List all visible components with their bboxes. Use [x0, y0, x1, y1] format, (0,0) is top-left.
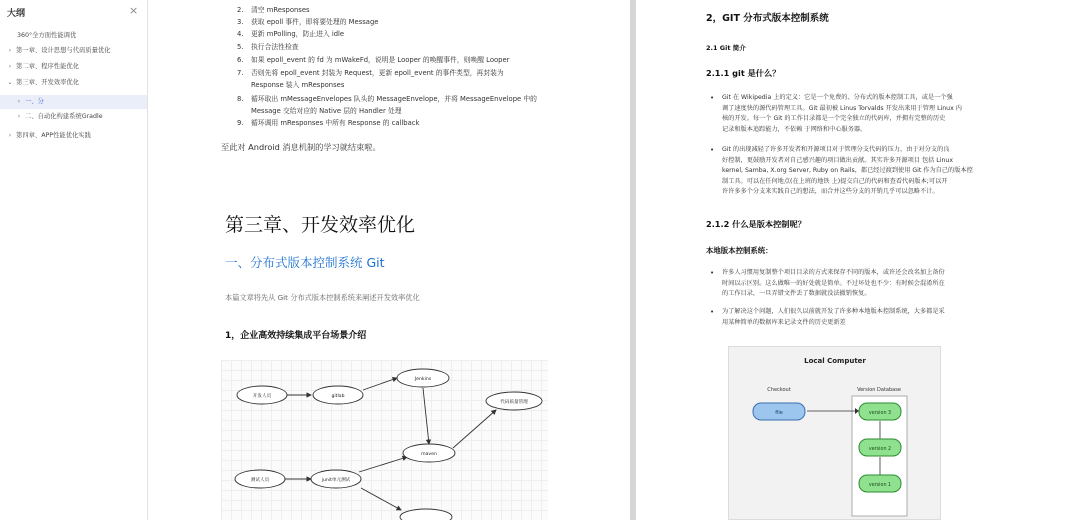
outline-item-section-gradle[interactable]: [0, 110, 147, 124]
list-number: 8.: [237, 95, 244, 103]
node-label: gitlab: [331, 394, 345, 399]
node-label: 代码质量管理: [500, 400, 528, 405]
outline-item-label: 360°全方面性能调优: [17, 32, 77, 39]
list-number: 7.: [237, 69, 244, 77]
chevron-right-icon[interactable]: ›: [8, 63, 12, 70]
outline-item-label: 二、自动化构建系统Gradle: [25, 113, 103, 120]
document-page-right: [636, 0, 1080, 520]
heading-local-vcs: 本地版本控制系统：: [706, 246, 773, 255]
node-label: junit单元测试: [321, 478, 351, 483]
list-text: 如果 epoll_event 的 fd 为 mWakeFd，说明是 Looper 的唤醒事件，则唤醒 Looper: [251, 56, 510, 64]
list-number: 4.: [237, 30, 244, 38]
bullet-line: 调了速度快的源代码管理工具。Git 最初被 Linus Torvalds 开发出来用于管理 Linux 内: [722, 104, 962, 112]
outline-item-section-git[interactable]: [0, 95, 147, 109]
outline-title: 大纲: [7, 9, 26, 19]
section-title-text: 布式版本控制系统 Git: [262, 255, 385, 270]
list-number: 5.: [237, 43, 244, 51]
outline-item-label: 第二章、程序性能优化: [16, 63, 79, 70]
edge-junit-deploy: [361, 488, 401, 510]
node-label: 开发人员: [252, 394, 272, 399]
list-text: Response 装入 mResponses: [251, 81, 345, 89]
subsection-title: 1，企业高效持续集成平台场景介绍: [225, 331, 367, 341]
outline-item-label: 第四章、APP性能优化实践: [16, 132, 91, 139]
list-text: 获取 epoll 事件，即将要处理的 Message: [251, 18, 379, 26]
section-title: [225, 253, 385, 271]
outline-item-chapter-4[interactable]: [0, 129, 147, 143]
chevron-right-icon[interactable]: ›: [17, 113, 21, 120]
node-label: maven: [421, 452, 437, 457]
version-label: version 1: [868, 483, 892, 488]
local-vcs-figure: [728, 346, 941, 520]
outline-item-chapter-1[interactable]: [0, 44, 147, 58]
bullet-line: Git 在 Wikipedia 上的定义：它是一个免费的、分布式的版本控制工具，或是一个强: [722, 94, 953, 101]
outline-sidebar: [0, 0, 148, 520]
list-number: 3.: [237, 18, 244, 26]
list-number: 9.: [237, 119, 244, 127]
edge-junit-maven: [359, 457, 407, 472]
db-label: Version Database: [857, 387, 901, 393]
bullet-line: Git 的出现减轻了许多开发者和开源项目对于管理分支代码的压力，由于对分支的良: [722, 146, 950, 153]
bullet-line: 核的开发。每一个 Git 的工作目录都是一个完全独立的代码库，并拥有完整的历史: [722, 115, 946, 123]
heading-what-is-vcs: 2.1.2 什么是版本控制呢？: [706, 219, 806, 229]
bullet-line: kernel, Samba, X.org Server, Ruby on Rails，都已经过渡到使用 Git 作为自己的版本控: [722, 167, 973, 175]
chevron-down-icon[interactable]: ⌄: [7, 79, 13, 86]
outline-item-label: 一、分: [25, 98, 44, 105]
bullet-icon: •: [710, 269, 715, 277]
bullet-item: [710, 307, 1052, 328]
document-page-left: [148, 0, 630, 520]
outline-item-chapter-2[interactable]: [0, 60, 147, 74]
node-deploy: [400, 509, 452, 520]
section-prefix: 一、分: [225, 255, 263, 270]
list-number: 6.: [237, 56, 244, 64]
close-icon[interactable]: ×: [129, 4, 139, 17]
version-label: version 3: [868, 411, 892, 416]
bullet-icon: •: [710, 146, 715, 154]
file-label: file: [775, 410, 783, 416]
figure-title: Local Computer: [804, 357, 866, 365]
list-text: 循环调用 mResponses 中所有 Response 的 callback: [251, 119, 420, 127]
node-label: 测试人员: [250, 478, 270, 483]
checkout-label: Checkout: [767, 387, 791, 393]
chevron-right-icon[interactable]: ›: [8, 132, 12, 139]
bullet-line: 许多人习惯用复制整个项目目录的方式来保存不同的版本，或许还会改名加上备份: [722, 269, 945, 276]
outline-item-chapter-3[interactable]: [0, 76, 147, 90]
list-text: 否则先将 epoll_event 封装为 Request，更新 epoll_event 的事件类型，再封装为: [251, 69, 504, 77]
chevron-right-icon[interactable]: ›: [17, 98, 21, 105]
bullet-line: 为了解决这个问题，人们很久以前就开发了许多种本地版本控制系统，大多都是采: [722, 308, 945, 315]
bullet-line: 时间以示区别。这么做唯一的好处就是简单。不过坏处也不少：有时候会混淆所在: [722, 279, 945, 287]
chevron-right-icon[interactable]: ›: [8, 47, 12, 54]
bullet-line: 许许多多个分支来实践自己的想法，而合并这些分支的开销几乎可以忽略不计。: [722, 188, 939, 196]
list-text: Message 交给对应的 Native 层的 Handler 处理: [251, 107, 402, 115]
bullet-line: 用某种简单的数据库来记录文件的历史更新差: [722, 318, 846, 326]
bullet-line: 好控制，更鼓励开发者对自己感兴趣的项目做出贡献。其实许多开源项目 包括 Linux: [722, 156, 953, 164]
bullet-item: [710, 93, 1052, 135]
bullet-item: [710, 145, 1052, 198]
list-text: 执行合法性检查: [251, 43, 299, 51]
outline-item-label: 第一章、设计思想与代码质量优化: [16, 47, 111, 54]
ci-diagram-svg: [221, 360, 548, 520]
bullet-line: 制工具。可以在任何地点(在上班的地铁 上)提交自己的代码和查看代码版本;可以开: [722, 177, 948, 185]
heading-what-is-git: 2.1.1 git 是什么？: [706, 68, 781, 78]
bullet-icon: •: [710, 308, 715, 316]
local-vcs-svg: [729, 347, 942, 520]
bullet-line: 记录和版本追踪能力，不依赖 于网络和中心服务器。: [722, 125, 867, 133]
version-label: version 2: [868, 447, 892, 452]
edge-gitlab-jenkins: [363, 378, 397, 390]
list-number: 2.: [237, 6, 244, 14]
heading-git-intro: 2.1 Git 简介: [706, 44, 746, 52]
chapter-title: 第三章、开发效率优化: [225, 214, 416, 236]
intro-paragraph: 本篇文章将先从 Git 分布式版本控制系统来阐述开发效率优化: [225, 293, 420, 302]
list-text: 循环取出 mMessageEnvelopes 队头的 MessageEnvelope，并将 MessageEnvelope 中的: [251, 95, 537, 103]
bullet-line: 的工作目录，一旦弄错文件丢了数据就没法撤销恢复。: [722, 290, 871, 298]
closing-paragraph: 至此对 Android 消息机制的学习就结束啦。: [221, 142, 381, 152]
list-text: 更新 mPolling，防止进入 idle: [251, 30, 345, 38]
outline-item-label: 第三章、开发效率优化: [16, 79, 79, 86]
bullet-item: [710, 268, 1052, 300]
heading-git: 2，GIT 分布式版本控制系统: [706, 13, 829, 24]
edge-jenkins-maven: [423, 388, 429, 444]
list-text: 清空 mResponses: [251, 6, 310, 14]
bullet-icon: •: [710, 94, 715, 102]
node-label: Jenkins: [414, 377, 432, 382]
outline-item-overview[interactable]: [0, 29, 147, 43]
ci-platform-diagram: [221, 360, 548, 520]
edge-maven-codeqa: [453, 410, 496, 448]
